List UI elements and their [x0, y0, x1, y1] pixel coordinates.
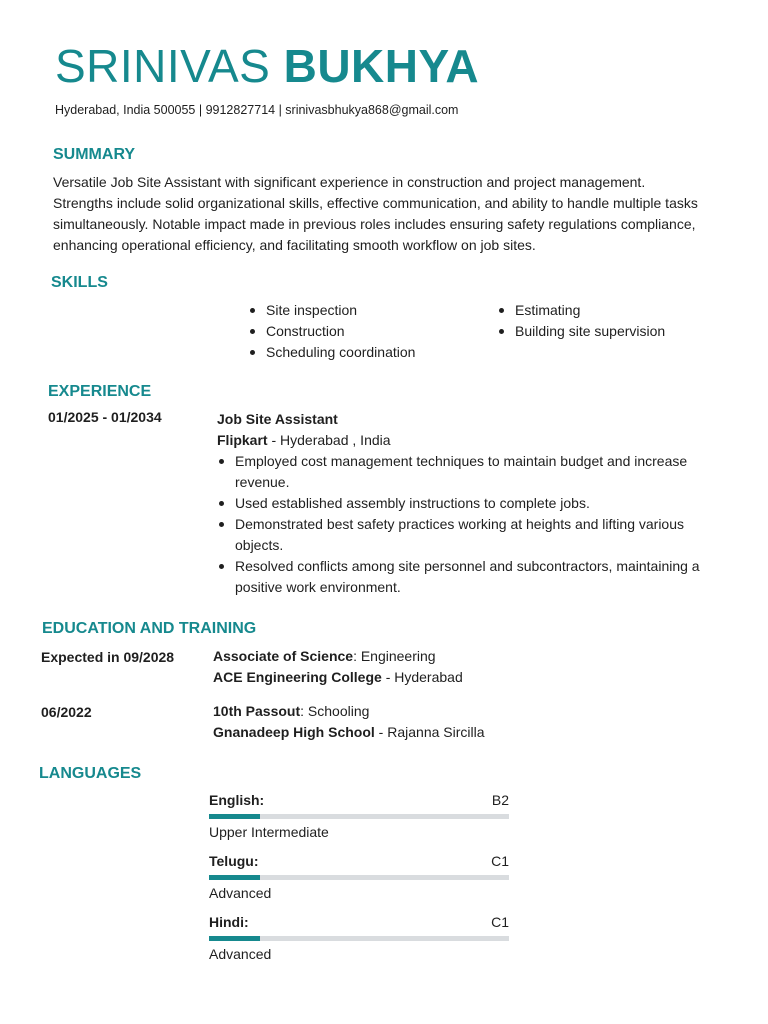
experience-bullet: Employed cost management techniques to maintain budget and increase revenue.: [217, 451, 707, 493]
job-title: Job Site Assistant: [217, 411, 338, 427]
job-employer: [217, 430, 707, 451]
experience-entry: [217, 409, 707, 598]
language-level: C1: [491, 914, 509, 930]
language-proficiency-fill: [209, 875, 260, 880]
school-name: Gnanadeep High School: [213, 724, 375, 740]
experience-bullets: [217, 451, 707, 598]
language-level: B2: [491, 792, 509, 808]
degree-field: : Schooling: [300, 703, 370, 719]
education-entry: [213, 701, 693, 743]
language-name: Hindi:: [209, 914, 249, 930]
language-proficiency-bar: [209, 814, 509, 819]
skills-column-1: [248, 300, 478, 363]
language-name: Telugu:: [209, 853, 259, 869]
last-name: BUKHYA: [283, 40, 480, 92]
education-entry: [213, 646, 693, 688]
summary-text: Versatile Job Site Assistant with significant experience in construction and project management. Strengths include solid organizational skills, effective communication, and ability to handle multiple tasks simultaneously. Notable impact made in previous roles includes ensuring safety regulations compliance, enhancing operational efficiency, and facilitating smooth workflow on job sites.: [53, 174, 698, 253]
experience-dates: 01/2025 - 01/2034: [48, 409, 162, 425]
school-location: - Hyderabad: [381, 669, 463, 685]
language-entry: [209, 853, 509, 901]
contact-info: Hyderabad, India 500055 | 9912827714 | srinivasbhukya868@gmail.com: [55, 103, 459, 117]
skill-item: Site inspection: [248, 300, 478, 321]
education-heading: EDUCATION AND TRAINING: [42, 620, 257, 637]
summary-heading: SUMMARY: [53, 146, 136, 163]
degree-name: Associate of Science: [213, 648, 354, 664]
skill-item: Construction: [248, 321, 478, 342]
job-location: - Hyderabad , India: [267, 432, 391, 448]
first-name: SRINIVAS: [55, 40, 271, 92]
language-description: Upper Intermediate: [209, 824, 329, 840]
degree-name: 10th Passout: [213, 703, 301, 719]
language-level: C1: [491, 853, 509, 869]
skill-item: Building site supervision: [497, 321, 727, 342]
language-entry: [209, 914, 509, 962]
language-description: Advanced: [209, 885, 272, 901]
languages-heading: LANGUAGES: [39, 765, 142, 782]
school-name: ACE Engineering College: [213, 669, 382, 685]
language-entry: [209, 792, 509, 840]
skills-column-2: [497, 300, 727, 342]
skill-item: Estimating: [497, 300, 727, 321]
experience-heading: EXPERIENCE: [48, 383, 152, 400]
language-proficiency-bar: [209, 875, 509, 880]
education-date: Expected in 09/2028: [41, 649, 175, 665]
experience-bullet: Resolved conflicts among site personnel and subcontractors, maintaining a positive work environment.: [217, 556, 707, 598]
language-name: English:: [209, 792, 265, 808]
language-proficiency-bar: [209, 936, 509, 941]
skills-heading: SKILLS: [51, 274, 108, 291]
degree-field: : Engineering: [353, 648, 436, 664]
language-proficiency-fill: [209, 936, 260, 941]
experience-bullet: Demonstrated best safety practices working at heights and lifting various objects.: [217, 514, 707, 556]
language-description: Advanced: [209, 946, 272, 962]
experience-bullet: Used established assembly instructions to complete jobs.: [217, 493, 707, 514]
skill-item: Scheduling coordination: [248, 342, 478, 363]
education-date: 06/2022: [41, 704, 92, 720]
company-name: Flipkart: [217, 432, 268, 448]
candidate-name: [55, 38, 479, 94]
school-location: - Rajanna Sircilla: [374, 724, 485, 740]
language-proficiency-fill: [209, 814, 260, 819]
